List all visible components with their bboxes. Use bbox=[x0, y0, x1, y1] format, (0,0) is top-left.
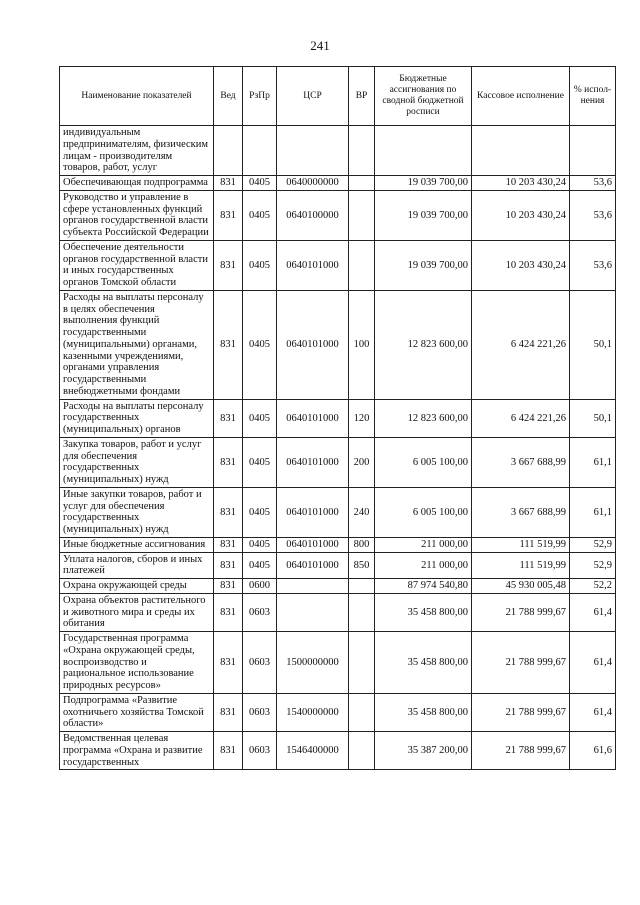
row-ved: 831 bbox=[214, 487, 243, 537]
row-ved: 831 bbox=[214, 732, 243, 770]
row-name: Уплата налогов, сборов и иных платежей bbox=[60, 552, 214, 579]
table-row bbox=[60, 552, 616, 579]
table-row bbox=[60, 593, 616, 631]
row-cash-execution: 6 424 221,26 bbox=[472, 399, 570, 437]
row-csr bbox=[277, 126, 349, 176]
row-name: Охрана объектов растительного и животного мира и среды их обитания bbox=[60, 593, 214, 631]
row-rzpr: 0603 bbox=[243, 593, 277, 631]
row-csr: 1546400000 bbox=[277, 732, 349, 770]
row-rzpr: 0603 bbox=[243, 732, 277, 770]
row-vr bbox=[349, 579, 375, 594]
row-rzpr: 0405 bbox=[243, 437, 277, 487]
row-cash-execution: 10 203 430,24 bbox=[472, 176, 570, 191]
row-vr bbox=[349, 732, 375, 770]
row-cash-execution: 45 930 005,48 bbox=[472, 579, 570, 594]
table-row bbox=[60, 240, 616, 290]
row-ved: 831 bbox=[214, 437, 243, 487]
row-assignments: 12 823 600,00 bbox=[375, 290, 472, 399]
row-cash-execution: 21 788 999,67 bbox=[472, 593, 570, 631]
header-cash-execution: Кассовое исполнение bbox=[472, 67, 570, 126]
row-percent: 52,9 bbox=[570, 537, 616, 552]
row-percent: 50,1 bbox=[570, 290, 616, 399]
row-percent: 52,9 bbox=[570, 552, 616, 579]
row-percent: 61,4 bbox=[570, 593, 616, 631]
row-cash-execution: 3 667 688,99 bbox=[472, 487, 570, 537]
row-vr: 100 bbox=[349, 290, 375, 399]
row-csr: 0640101000 bbox=[277, 437, 349, 487]
row-cash-execution: 10 203 430,24 bbox=[472, 190, 570, 240]
row-vr: 200 bbox=[349, 437, 375, 487]
row-name: Охрана окружающей среды bbox=[60, 579, 214, 594]
row-csr: 0640101000 bbox=[277, 240, 349, 290]
row-percent bbox=[570, 126, 616, 176]
row-cash-execution: 111 519,99 bbox=[472, 537, 570, 552]
row-assignments: 35 458 800,00 bbox=[375, 693, 472, 731]
row-percent: 61,4 bbox=[570, 693, 616, 731]
row-csr: 0640101000 bbox=[277, 552, 349, 579]
row-vr: 850 bbox=[349, 552, 375, 579]
header-csr: ЦСР bbox=[277, 67, 349, 126]
row-name: Иные закупки товаров, работ и услуг для обеспечения государственных (муниципальных) нужд bbox=[60, 487, 214, 537]
row-vr bbox=[349, 176, 375, 191]
row-name: Закупка товаров, работ и услуг для обеспечения государственных (муниципальных) нужд bbox=[60, 437, 214, 487]
row-ved: 831 bbox=[214, 537, 243, 552]
row-csr: 0640101000 bbox=[277, 290, 349, 399]
row-vr bbox=[349, 593, 375, 631]
row-name: Обеспечивающая подпрограмма bbox=[60, 176, 214, 191]
row-ved: 831 bbox=[214, 632, 243, 694]
row-name: Ведомственная целевая программа «Охрана и развитие государственных bbox=[60, 732, 214, 770]
row-csr: 0640101000 bbox=[277, 487, 349, 537]
row-rzpr: 0603 bbox=[243, 693, 277, 731]
table-row bbox=[60, 579, 616, 594]
header-percent: % испол-нения bbox=[570, 67, 616, 126]
table-row bbox=[60, 190, 616, 240]
header-assignments: Бюджетные ассигнования по сводной бюджетной росписи bbox=[375, 67, 472, 126]
row-percent: 52,2 bbox=[570, 579, 616, 594]
row-vr bbox=[349, 126, 375, 176]
table-row bbox=[60, 537, 616, 552]
row-name: Расходы на выплаты персоналу государственных (муниципальных) органов bbox=[60, 399, 214, 437]
row-cash-execution: 21 788 999,67 bbox=[472, 632, 570, 694]
row-assignments: 35 458 800,00 bbox=[375, 632, 472, 694]
row-cash-execution: 6 424 221,26 bbox=[472, 290, 570, 399]
row-name: Иные бюджетные ассигнования bbox=[60, 537, 214, 552]
table-row bbox=[60, 487, 616, 537]
row-name: Обеспечение деятельности органов государственной власти и иных государственных органов Томской области bbox=[60, 240, 214, 290]
row-percent: 61,6 bbox=[570, 732, 616, 770]
row-csr: 0640100000 bbox=[277, 190, 349, 240]
row-assignments: 19 039 700,00 bbox=[375, 190, 472, 240]
row-name: Государственная программа «Охрана окружающей среды, воспроизводство и рациональное использование природных ресурсов» bbox=[60, 632, 214, 694]
row-ved: 831 bbox=[214, 290, 243, 399]
row-rzpr: 0603 bbox=[243, 632, 277, 694]
row-cash-execution bbox=[472, 126, 570, 176]
row-ved: 831 bbox=[214, 190, 243, 240]
row-cash-execution: 21 788 999,67 bbox=[472, 732, 570, 770]
row-csr: 1500000000 bbox=[277, 632, 349, 694]
row-cash-execution: 10 203 430,24 bbox=[472, 240, 570, 290]
row-name: Подпрограмма «Развитие охотничьего хозяйства Томской области» bbox=[60, 693, 214, 731]
row-assignments bbox=[375, 126, 472, 176]
row-csr: 0640101000 bbox=[277, 537, 349, 552]
row-vr: 800 bbox=[349, 537, 375, 552]
row-percent: 50,1 bbox=[570, 399, 616, 437]
row-percent: 61,1 bbox=[570, 437, 616, 487]
row-ved: 831 bbox=[214, 552, 243, 579]
row-rzpr: 0405 bbox=[243, 240, 277, 290]
row-percent: 53,6 bbox=[570, 190, 616, 240]
row-percent: 53,6 bbox=[570, 240, 616, 290]
table-row bbox=[60, 437, 616, 487]
header-rzpr: РзПр bbox=[243, 67, 277, 126]
row-csr: 0640000000 bbox=[277, 176, 349, 191]
row-rzpr: 0405 bbox=[243, 190, 277, 240]
header-ved: Вед bbox=[214, 67, 243, 126]
row-rzpr: 0405 bbox=[243, 537, 277, 552]
row-ved bbox=[214, 126, 243, 176]
row-assignments: 35 458 800,00 bbox=[375, 593, 472, 631]
row-rzpr: 0405 bbox=[243, 552, 277, 579]
header-vr: ВР bbox=[349, 67, 375, 126]
row-vr bbox=[349, 632, 375, 694]
row-cash-execution: 3 667 688,99 bbox=[472, 437, 570, 487]
table-row bbox=[60, 693, 616, 731]
row-assignments: 19 039 700,00 bbox=[375, 240, 472, 290]
row-ved: 831 bbox=[214, 693, 243, 731]
row-percent: 61,4 bbox=[570, 632, 616, 694]
row-assignments: 6 005 100,00 bbox=[375, 487, 472, 537]
budget-execution-table bbox=[59, 66, 616, 770]
row-cash-execution: 21 788 999,67 bbox=[472, 693, 570, 731]
row-assignments: 6 005 100,00 bbox=[375, 437, 472, 487]
row-vr bbox=[349, 240, 375, 290]
row-ved: 831 bbox=[214, 176, 243, 191]
row-name: Расходы на выплаты персоналу в целях обеспечения выполнения функций государственными (муниципальными) органами, казенными учреждениями, органами управления государственными внебюджетными фондами bbox=[60, 290, 214, 399]
row-assignments: 87 974 540,80 bbox=[375, 579, 472, 594]
row-rzpr: 0600 bbox=[243, 579, 277, 594]
row-vr bbox=[349, 693, 375, 731]
row-vr: 240 bbox=[349, 487, 375, 537]
row-vr bbox=[349, 190, 375, 240]
row-assignments: 211 000,00 bbox=[375, 552, 472, 579]
row-vr: 120 bbox=[349, 399, 375, 437]
row-rzpr: 0405 bbox=[243, 399, 277, 437]
row-rzpr: 0405 bbox=[243, 176, 277, 191]
row-assignments: 35 387 200,00 bbox=[375, 732, 472, 770]
row-name: индивидуальным предпринимателям, физическим лицам - производителям товаров, работ, услуг bbox=[60, 126, 214, 176]
row-assignments: 19 039 700,00 bbox=[375, 176, 472, 191]
row-ved: 831 bbox=[214, 399, 243, 437]
row-percent: 61,1 bbox=[570, 487, 616, 537]
table-row bbox=[60, 126, 616, 176]
table-body bbox=[60, 126, 616, 770]
row-cash-execution: 111 519,99 bbox=[472, 552, 570, 579]
row-assignments: 12 823 600,00 bbox=[375, 399, 472, 437]
row-csr bbox=[277, 579, 349, 594]
table-row bbox=[60, 176, 616, 191]
row-ved: 831 bbox=[214, 593, 243, 631]
row-percent: 53,6 bbox=[570, 176, 616, 191]
row-rzpr: 0405 bbox=[243, 290, 277, 399]
row-rzpr: 0405 bbox=[243, 487, 277, 537]
header-row bbox=[60, 67, 616, 126]
row-csr: 0640101000 bbox=[277, 399, 349, 437]
row-ved: 831 bbox=[214, 240, 243, 290]
row-assignments: 211 000,00 bbox=[375, 537, 472, 552]
table-row bbox=[60, 632, 616, 694]
page-number: 241 bbox=[310, 38, 330, 53]
row-csr bbox=[277, 593, 349, 631]
row-ved: 831 bbox=[214, 579, 243, 594]
header-name: Наименование показателей bbox=[60, 67, 214, 126]
table-row bbox=[60, 399, 616, 437]
row-csr: 1540000000 bbox=[277, 693, 349, 731]
row-rzpr bbox=[243, 126, 277, 176]
table-row bbox=[60, 732, 616, 770]
row-name: Руководство и управление в сфере установленных функций органов государственной власти субъекта Российской Федерации bbox=[60, 190, 214, 240]
table-row bbox=[60, 290, 616, 399]
